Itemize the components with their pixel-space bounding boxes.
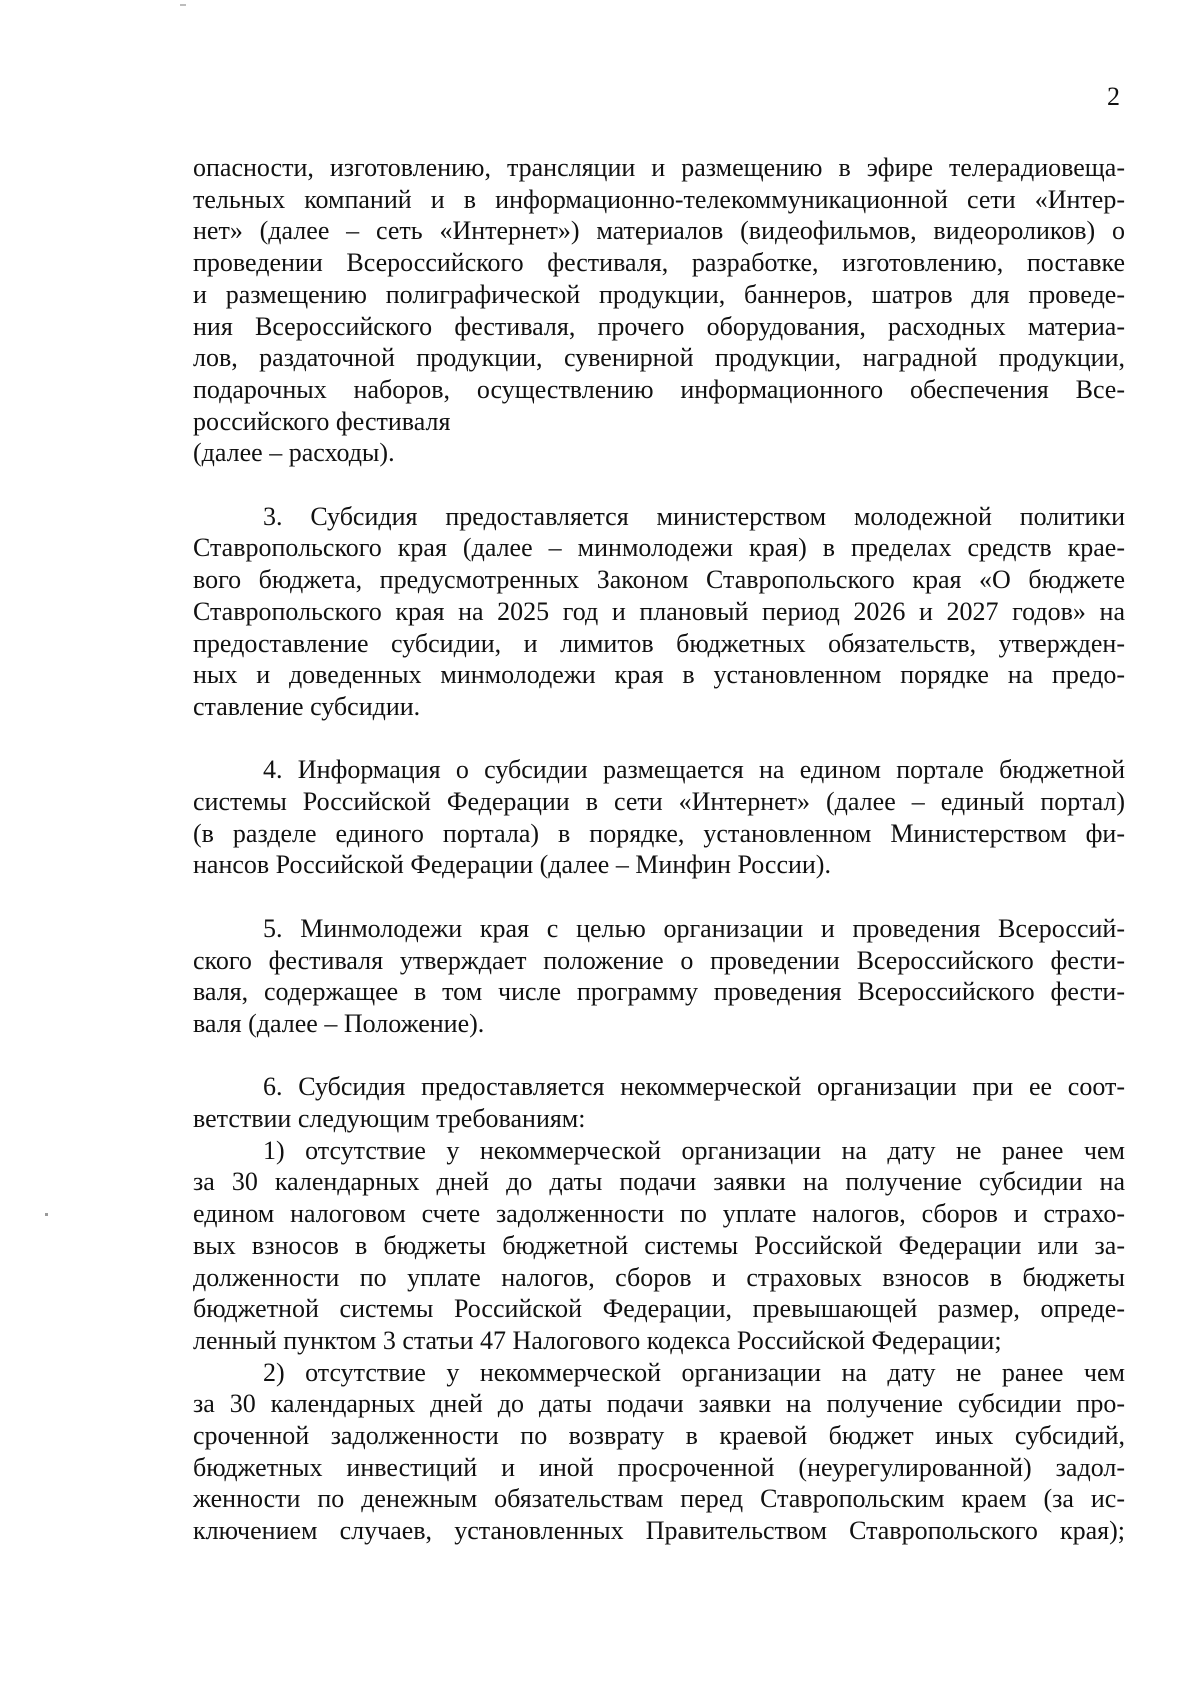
paragraph-gap	[193, 881, 1125, 913]
text-line: ния Всероссийского фестиваля, прочего оборудования, расходных материа-	[193, 311, 1125, 341]
text-line: Ставропольского края (далее – минмолодежи края) в пределах средств крае-	[193, 533, 1125, 563]
text-line: Ставропольского края на 2025 год и плановый период 2026 и 2027 годов» на	[193, 596, 1125, 626]
text-line: проведении Всероссийского фестиваля, разработке, изготовлению, поставке	[193, 248, 1125, 278]
text-line: валя (далее – Положение).	[193, 1008, 485, 1038]
text-line: системы Российской Федерации в сети «Интернет» (далее – единый портал)	[193, 787, 1125, 817]
text-line: едином налоговом счете задолженности по уплате налогов, сборов и страхо-	[193, 1199, 1125, 1229]
text-line: вых взносов в бюджеты бюджетной системы Российской Федерации или за-	[193, 1230, 1125, 1260]
text-line: и размещению полиграфической продукции, баннеров, шатров для проведе-	[193, 279, 1125, 309]
text-line: тельных компаний и в информационно-телекоммуникационной сети «Интер-	[193, 184, 1125, 214]
page-number: 2	[1107, 82, 1120, 111]
text-line: ных и доведенных минмолодежи края в установленном порядке на предо-	[193, 660, 1125, 690]
text-line: опасности, изготовлению, трансляции и размещению в эфире телерадиовеща-	[193, 153, 1125, 182]
text-line: нансов Российской Федерации (далее – Минфин России).	[193, 850, 831, 880]
text-line: валя, содержащее в том числе программу проведения Всероссийского фести-	[193, 977, 1125, 1007]
text-line: долженности по уплате налогов, сборов и страховых взносов в бюджеты	[193, 1262, 1125, 1292]
text-line: российского фестиваля	[193, 406, 451, 436]
text-line: за 30 календарных дней до даты подачи заявки на получение субсидии про-	[193, 1389, 1125, 1419]
scan-artifact-mark	[180, 4, 186, 6]
text-line: ветствии следующим требованиям:	[193, 1104, 586, 1134]
text-line: бюджетной системы Российской Федерации, превышающей размер, опреде-	[193, 1294, 1125, 1324]
text-line: (в разделе единого портала) в порядке, установленном Министерством фи-	[193, 818, 1125, 848]
text-line: 3. Субсидия предоставляется министерством молодежной политики	[263, 501, 1125, 531]
text-line: подарочных наборов, осуществлению информационного обеспечения Все-	[193, 374, 1125, 404]
text-line: нет» (далее – сеть «Интернет») материалов (видеофильмов, видеороликов) о	[193, 216, 1125, 246]
text-line: (далее – расходы).	[193, 438, 395, 468]
text-line: предоставление субсидии, и лимитов бюджетных обязательств, утвержден-	[193, 628, 1125, 658]
text-line: лов, раздаточной продукции, сувенирной продукции, наградной продукции,	[193, 343, 1125, 373]
scan-artifact-dot	[45, 1213, 48, 1216]
text-line: сроченной задолженности по возврату в краевой бюджет иных субсидий,	[193, 1421, 1125, 1451]
text-line: ключением случаев, установленных Правительством Ставропольского края);	[193, 1516, 1125, 1546]
text-line: женности по денежным обязательствам перед Ставропольским краем (за ис-	[193, 1484, 1125, 1514]
paragraph-gap	[193, 469, 1125, 501]
text-line: вого бюджета, предусмотренных Законом Ставропольского края «О бюджете	[193, 565, 1125, 595]
text-line: 6. Субсидия предоставляется некоммерческой организации при ее соот-	[263, 1072, 1125, 1102]
paragraph-gap	[193, 723, 1125, 755]
document-body	[193, 152, 1125, 1547]
text-line: 1) отсутствие у некоммерческой организации на дату не ранее чем	[263, 1135, 1125, 1165]
text-line: 4. Информация о субсидии размещается на едином портале бюджетной	[263, 755, 1125, 785]
text-line: ского фестиваля утверждает положение о проведении Всероссийского фести-	[193, 945, 1125, 975]
text-line: 5. Минмолодежи края с целью организации и проведения Всероссий-	[263, 913, 1125, 943]
text-line: бюджетных инвестиций и иной просроченной (неурегулированной) задол-	[193, 1452, 1125, 1482]
text-line: 2) отсутствие у некоммерческой организации на дату не ранее чем	[263, 1357, 1125, 1387]
text-line: ленный пунктом 3 статьи 47 Налогового кодекса Российской Федерации;	[193, 1325, 1002, 1355]
text-line: ставление субсидии.	[193, 691, 421, 721]
text-line: за 30 календарных дней до даты подачи заявки на получение субсидии на	[193, 1167, 1125, 1197]
paragraph-gap	[193, 1040, 1125, 1072]
